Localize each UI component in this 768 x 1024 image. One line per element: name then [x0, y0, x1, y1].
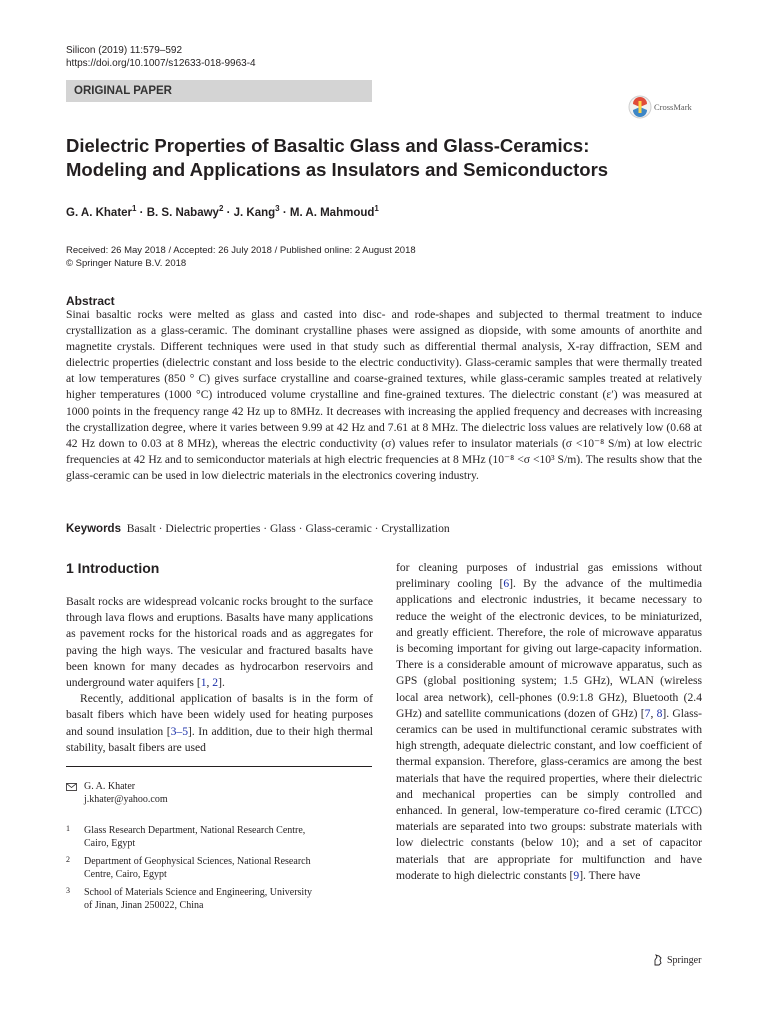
author-list	[66, 204, 379, 219]
affiliation-line: Cairo, Egypt	[84, 838, 136, 849]
author-name[interactable]: J. Kang	[233, 206, 276, 219]
affiliation-line: Glass Research Department, National Research Centre,	[84, 825, 306, 836]
publisher-logo	[652, 954, 701, 966]
author-separator: ·	[279, 206, 290, 219]
journal-citation: Silicon (2019) 11:579–592	[66, 45, 183, 56]
affiliation-number: 3	[66, 886, 70, 895]
citation-link[interactable]: 6	[503, 577, 510, 591]
envelope-icon	[66, 783, 77, 791]
publisher-name: Springer	[667, 954, 702, 966]
keywords-list: Basalt · Dielectric properties · Glass · Glass-ceramic · Crystallization	[126, 522, 450, 535]
citation-link[interactable]: 2	[212, 676, 219, 690]
section-heading-introduction: 1 Introduction	[66, 560, 160, 576]
copyright-notice: © Springer Nature B.V. 2018	[66, 258, 187, 269]
affiliation-number: 2	[66, 855, 70, 864]
crossmark-icon	[628, 95, 652, 119]
corresponding-author-email[interactable]: j.khater@yahoo.com	[84, 794, 168, 805]
author-affiliation-number: 3	[275, 204, 280, 213]
author-affiliation-number: 1	[132, 204, 137, 213]
springer-horse-icon	[652, 954, 664, 966]
author-separator: ·	[136, 206, 147, 219]
citation-link[interactable]: 3–5	[170, 724, 188, 738]
author-affiliation-number: 2	[218, 204, 224, 213]
citation-link[interactable]: 9	[573, 868, 580, 882]
intro-left-column	[66, 594, 373, 756]
affiliation-line: of Jinan, Jinan 250022, China	[84, 900, 204, 911]
abstract-body: Sinai basaltic rocks were melted as glass and casted into disc- and rode-shapes and subjected to thermal treatment to induce crystallization as a glass-ceramic. The dominant crystalline phases were assigned as diopside, with some amounts of anorthite and magnetite crystals. Different techniques were used in that study such as differential thermal analysis, X-ray diffraction, SEM and dielectric properties (dielectric constant and loss beside to the electric conductivity). Glass-ceramic samples that were thermally treated at low temperatures (850 ° C) gives surface crystalline and coarse-grained textures, while glass-ceramic samples treated at relatively higher temperatures (1000 °C) introduced volume crystalline and fine-grained textures. The dielectric constant (ε′) was measured at 1000 points in the frequency range 42 Hz up to 8MHz. It decreases with increasing the applied frequency and decreases with increasing the crystallization degree, where it varies between 9.99 at 42 Hz and 7.61 at 8 MHz. The dielectric loss values are relatively low (0.68 at 42 Hz down to 0.03 at 8 MHz), whereas the electric conductivity (σ) values refer to insulator materials (σ <10⁻⁸ S/m) at low electric frequencies at 42 Hz and to semiconductor materials at high electric frequencies at 8 MHz (10⁻⁸ <σ <10³ S/m). The results show that the glass-ceramic can be used in low dielectric materials in the electronics covering industry.	[66, 308, 702, 482]
affiliation-line: Department of Geophysical Sciences, National Research	[84, 856, 311, 867]
author-name[interactable]: M. A. Mahmoud	[289, 206, 375, 219]
affiliation-line: School of Materials Science and Engineering, University	[84, 887, 312, 898]
abstract-heading: Abstract	[66, 294, 115, 308]
keywords-line	[66, 522, 450, 535]
crossmark-label: CrossMark	[654, 102, 692, 112]
author-name[interactable]: B. S. Nabawy	[146, 206, 219, 219]
corresponding-author-name: G. A. Khater	[84, 781, 136, 792]
affiliation-number: 1	[66, 824, 70, 833]
citation-link[interactable]: 7	[644, 706, 651, 720]
affiliation-line: Centre, Cairo, Egypt	[84, 869, 167, 880]
intro-paragraph: for cleaning purposes of industrial gas emissions without preliminary cooling [6]. By the advance of the multimedia applications and electronic industries, it became necessary to reduce the weight of the electronic devices, to be miniaturized, and greatly efficient. Therefore, the role of microwave apparatus is becoming important for giving out large-capacity information. There is a considerable amount of microwave apparatus, such as GPS (global positioning system; 1.5 GHz), WLAN (wireless local area network), cell-phones (0.9:1.8 GHz), Bluetooth (2.4 GHz) and satellite communications (dozen of GHz) [7, 8]. Glass-ceramics can be used in multifunctional ceramic substrates with high strength, adequate dielectric constant, and low coefficient of thermal expansion. Therefore, glass-ceramics are among the best materials that have the required properties, where their dielectric and mechanical properties can be simply controlled and enhanced. In general, low-temperature co-fired ceramic (LTCC) materials are separated into two groups: substrate materials with low dielectric constants (below 10); and a set of capacitor materials that are appropriate for multifunction and have moderate to high dielectric constants [9]. There have	[396, 561, 702, 882]
article-type-banner	[66, 80, 372, 102]
author-affiliation-number: 1	[374, 204, 379, 213]
crossmark-badge[interactable]	[628, 94, 692, 120]
author-separator: ·	[223, 206, 234, 219]
citation-link[interactable]: 1	[200, 676, 207, 690]
paper-title: Dielectric Properties of Basaltic Glass and Glass-Ceramics: Modeling and Applications as Insulators and Semiconductors	[66, 135, 609, 180]
citation-link[interactable]: 8	[656, 706, 663, 720]
intro-paragraph: Recently, additional application of basalts is in the form of basalt fibers which have been widely used for heating purposes and sound insulation [3–5]. In addition, due to their high thermal stability, basalt fibers are used	[66, 692, 373, 754]
intro-paragraph: Basalt rocks are widespread volcanic rocks brought to the surface through lava flows and eruptions. Basalts have many applications as pavement rocks for the historical roads and as aggregates for paving the high ways. The vesicular and fractured basalts have been known for many decades as hydrocarbon reservoirs and underground water aquifers [1, 2].	[66, 595, 373, 690]
author-name[interactable]: G. A. Khater	[66, 206, 133, 219]
footnote-divider	[66, 766, 372, 767]
doi-link[interactable]: https://doi.org/10.1007/s12633-018-9963-4	[66, 58, 256, 69]
publication-dates: Received: 26 May 2018 / Accepted: 26 July 2018 / Published online: 2 August 2018	[66, 245, 416, 256]
intro-right-column	[396, 560, 702, 884]
keywords-label: Keywords	[66, 523, 121, 535]
article-type-label: ORIGINAL PAPER	[74, 85, 172, 97]
